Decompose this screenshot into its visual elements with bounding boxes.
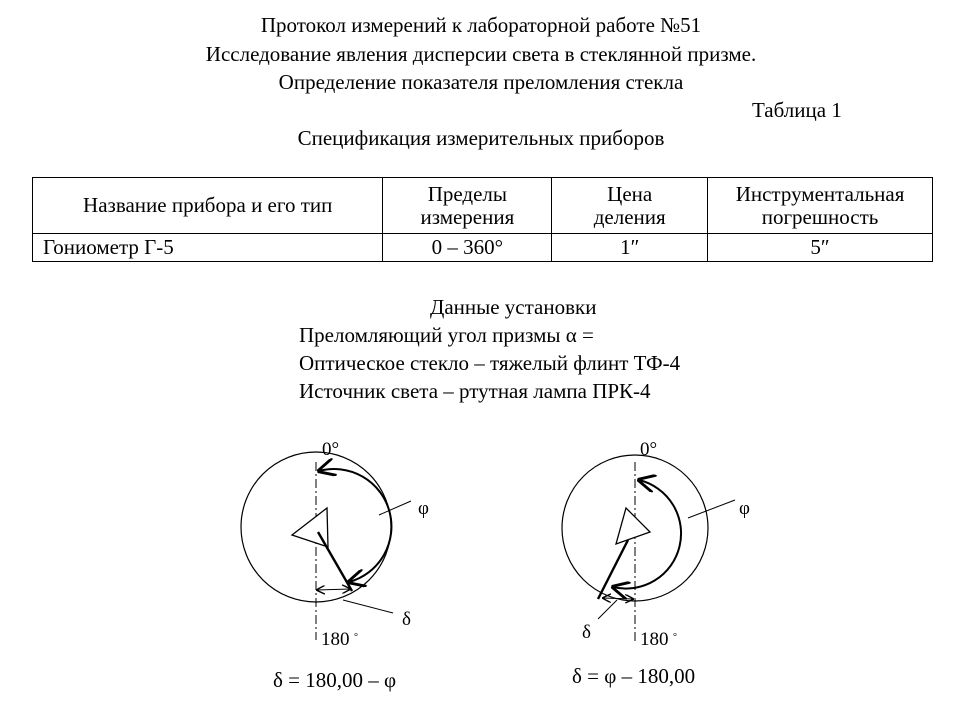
left-phi-symbol: φ (418, 498, 429, 519)
right-phi-leader (688, 500, 735, 518)
left-delta-leader (343, 600, 393, 613)
col-header-range: Пределы измерения (383, 178, 552, 234)
setup-glass: Оптическое стекло – тяжелый флинт ТФ-4 (299, 351, 681, 375)
work-subtitle: Определение показателя преломления стекла (278, 70, 684, 94)
right-delta-symbol: δ (582, 622, 591, 643)
col-header-division: Цена деления (552, 178, 708, 234)
table-number: Таблица 1 (752, 98, 842, 122)
left-diagram (241, 439, 429, 692)
cell-range: 0 – 360° (383, 234, 552, 262)
setup-title: Данные установки (430, 295, 597, 319)
right-180-degree: ° (673, 632, 677, 643)
left-delta-arrow (317, 589, 350, 590)
left-180-degree: ° (354, 632, 358, 643)
table-title: Спецификация измерительных приборов (297, 126, 665, 150)
setup-light-source: Источник света – ртутная лампа ПРК-4 (299, 379, 651, 403)
right-zero-label: 0° (640, 439, 658, 460)
right-180-label: 180 (640, 629, 669, 650)
left-180-label: 180 (321, 629, 350, 650)
cell-device-name: Гониометр Г-5 (33, 234, 383, 262)
setup-prism-angle: Преломляющий угол призмы α = (299, 323, 594, 347)
right-prism-icon (616, 508, 650, 544)
right-beam (598, 540, 628, 599)
col-header-error: Инструментальная погрешность (708, 178, 933, 234)
protocol-title: Протокол измерений к лабораторной работе №51 (260, 13, 702, 37)
left-phi-leader (379, 501, 411, 515)
cell-division: 1″ (552, 234, 708, 262)
work-title: Исследование явления дисперсии света в стеклянной призме. (205, 42, 757, 66)
left-beam (318, 532, 352, 591)
col-header-name: Название прибора и его тип (33, 178, 383, 234)
left-delta-symbol: δ (402, 609, 411, 630)
left-formula: δ = 180,00 – φ (273, 668, 397, 692)
right-formula: δ = φ – 180,00 (572, 664, 696, 688)
left-zero-label: 0° (322, 439, 340, 460)
right-delta-leader (598, 600, 617, 619)
right-phi-symbol: φ (739, 498, 750, 519)
right-diagram (562, 439, 750, 688)
right-delta-arrow (603, 598, 633, 599)
cell-error: 5″ (708, 234, 933, 262)
